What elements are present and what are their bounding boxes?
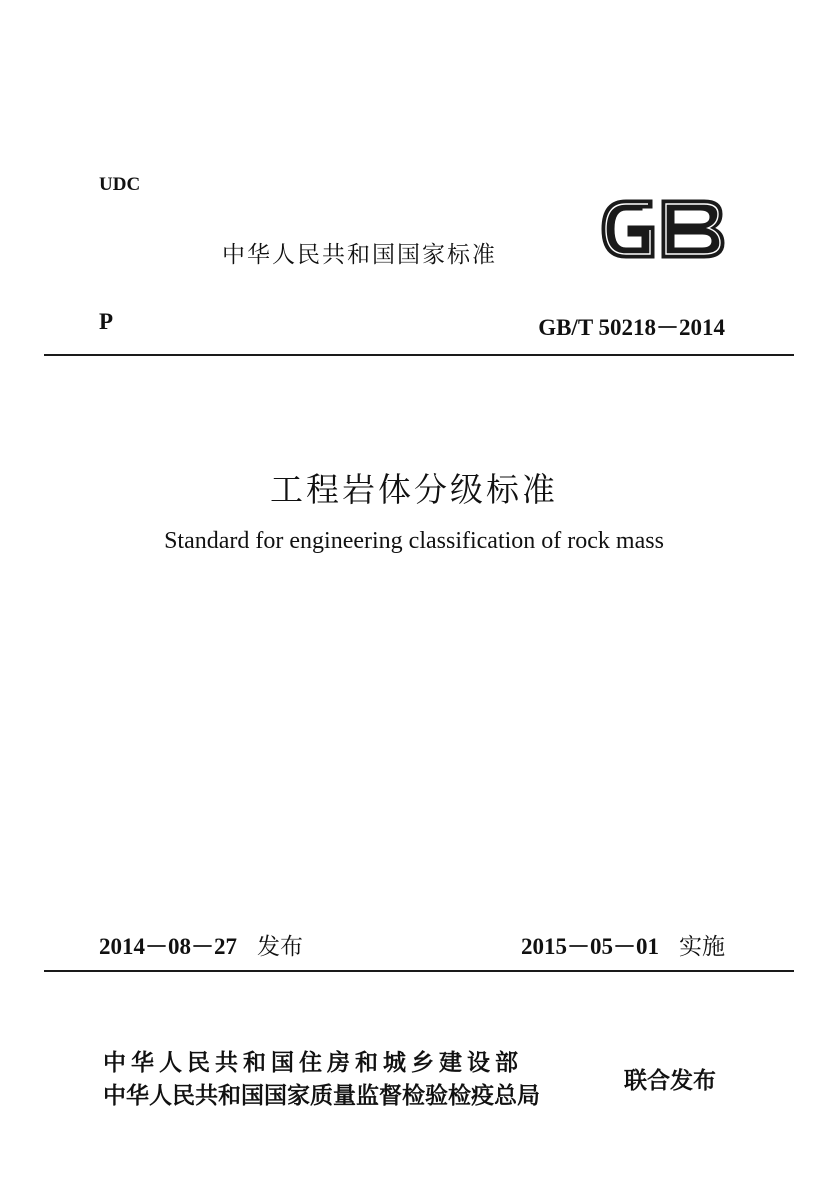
implement-date-line (521, 928, 725, 961)
top-divider (44, 354, 794, 356)
udc-label: UDC (99, 174, 141, 195)
gb-logo-text: GB (596, 196, 598, 197)
title-english: Standard for engineering classification of rock mass (164, 528, 664, 554)
issue-date-line (99, 928, 303, 961)
issue-label: 发布 (257, 934, 303, 960)
issuer-aqsiq: 中华人民共和国国家质量监督检验检疫总局 (103, 1083, 540, 1109)
standard-number: GB/T 50218－2014 (538, 315, 725, 340)
title-chinese: 工程岩体分级标准 (270, 470, 558, 509)
issue-date: 2014－08－27 (99, 934, 237, 959)
gb-logo (596, 196, 728, 262)
issuer-ministry: 中华人民共和国住房和城乡建设部 (103, 1050, 523, 1076)
bottom-divider (44, 970, 794, 972)
category-code: P (99, 309, 114, 334)
national-standard-heading: 中华人民共和国国家标准 (222, 242, 497, 268)
joint-issue-label: 联合发布 (624, 1068, 716, 1094)
implement-date: 2015－05－01 (521, 934, 659, 959)
implement-label: 实施 (679, 934, 725, 960)
